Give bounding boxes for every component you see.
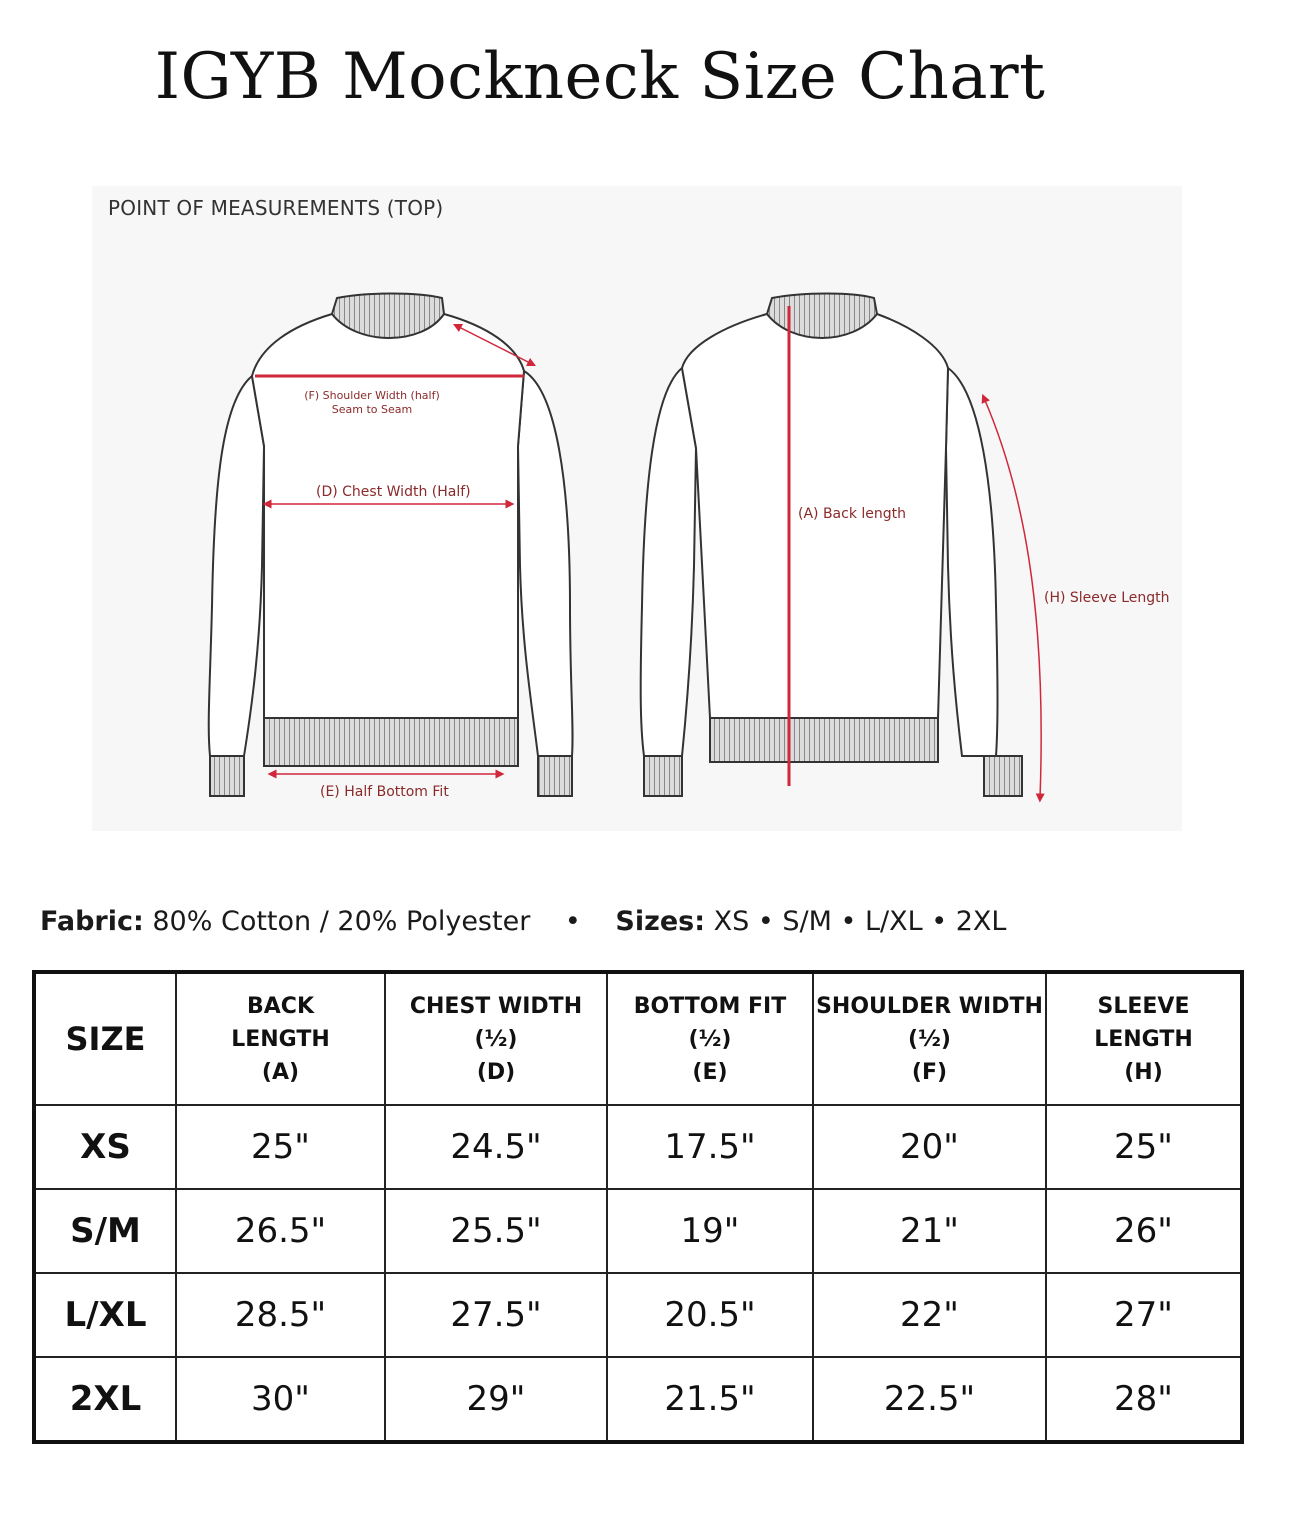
value-cell: 27": [1046, 1273, 1242, 1357]
table-row: [34, 1189, 1242, 1273]
shoulder-label-line1: (F) Shoulder Width (half): [304, 389, 440, 402]
value-cell: 22.5": [813, 1357, 1046, 1442]
value-cell: 25": [1046, 1105, 1242, 1189]
size-cell: L/XL: [34, 1273, 176, 1357]
value-cell: 27.5": [385, 1273, 607, 1357]
value-cell: 22": [813, 1273, 1046, 1357]
header-bottom-fit: BOTTOM FIT (½) (E): [607, 972, 813, 1105]
table-row: [34, 1105, 1242, 1189]
half-bottom-fit-label: (E) Half Bottom Fit: [320, 784, 449, 800]
value-cell: 17.5": [607, 1105, 813, 1189]
header-size: SIZE: [34, 972, 176, 1105]
value-cell: 26.5": [176, 1189, 385, 1273]
chest-width-label: (D) Chest Width (Half): [316, 484, 471, 500]
value-cell: 21.5": [607, 1357, 813, 1442]
diagram-heading: POINT OF MEASUREMENTS (TOP): [108, 196, 444, 220]
size-cell: XS: [34, 1105, 176, 1189]
value-cell: 21": [813, 1189, 1046, 1273]
size-cell: S/M: [34, 1189, 176, 1273]
bullet-separator: •: [564, 906, 581, 937]
header-back-length: BACK LENGTH (A): [176, 972, 385, 1105]
measurement-diagram: [92, 186, 1182, 831]
front-sweater-drawing: [209, 294, 573, 797]
value-cell: 20": [813, 1105, 1046, 1189]
header-shoulder-width: SHOULDER WIDTH (½) (F): [813, 972, 1046, 1105]
value-cell: 25.5": [385, 1189, 607, 1273]
back-sweater-drawing: [641, 294, 1022, 797]
sweater-illustration: [92, 186, 1182, 831]
table-row: [34, 1273, 1242, 1357]
table-header-row: [34, 972, 1242, 1105]
fabric-value: 80% Cotton / 20% Polyester: [152, 906, 531, 937]
sizes-label: Sizes:: [615, 906, 706, 937]
sizes-value: XS • S/M • L/XL • 2XL: [713, 906, 1007, 937]
sleeve-length-label: (H) Sleeve Length: [1044, 590, 1170, 606]
table-row: [34, 1357, 1242, 1442]
size-cell: 2XL: [34, 1357, 176, 1442]
page-title: IGYB Mockneck Size Chart: [154, 40, 1046, 114]
value-cell: 30": [176, 1357, 385, 1442]
value-cell: 25": [176, 1105, 385, 1189]
value-cell: 28": [1046, 1357, 1242, 1442]
value-cell: 26": [1046, 1189, 1242, 1273]
fabric-label: Fabric:: [40, 906, 144, 937]
shoulder-label-line2: Seam to Seam: [331, 403, 413, 416]
value-cell: 24.5": [385, 1105, 607, 1189]
shoulder-width-label: [282, 389, 462, 417]
size-chart-table: [32, 970, 1244, 1444]
value-cell: 28.5": [176, 1273, 385, 1357]
fabric-sizes-line: [40, 906, 1006, 937]
value-cell: 19": [607, 1189, 813, 1273]
value-cell: 20.5": [607, 1273, 813, 1357]
value-cell: 29": [385, 1357, 607, 1442]
header-sleeve-length: SLEEVE LENGTH (H): [1046, 972, 1242, 1105]
back-length-label: (A) Back length: [798, 506, 907, 522]
header-chest-width: CHEST WIDTH (½) (D): [385, 972, 607, 1105]
